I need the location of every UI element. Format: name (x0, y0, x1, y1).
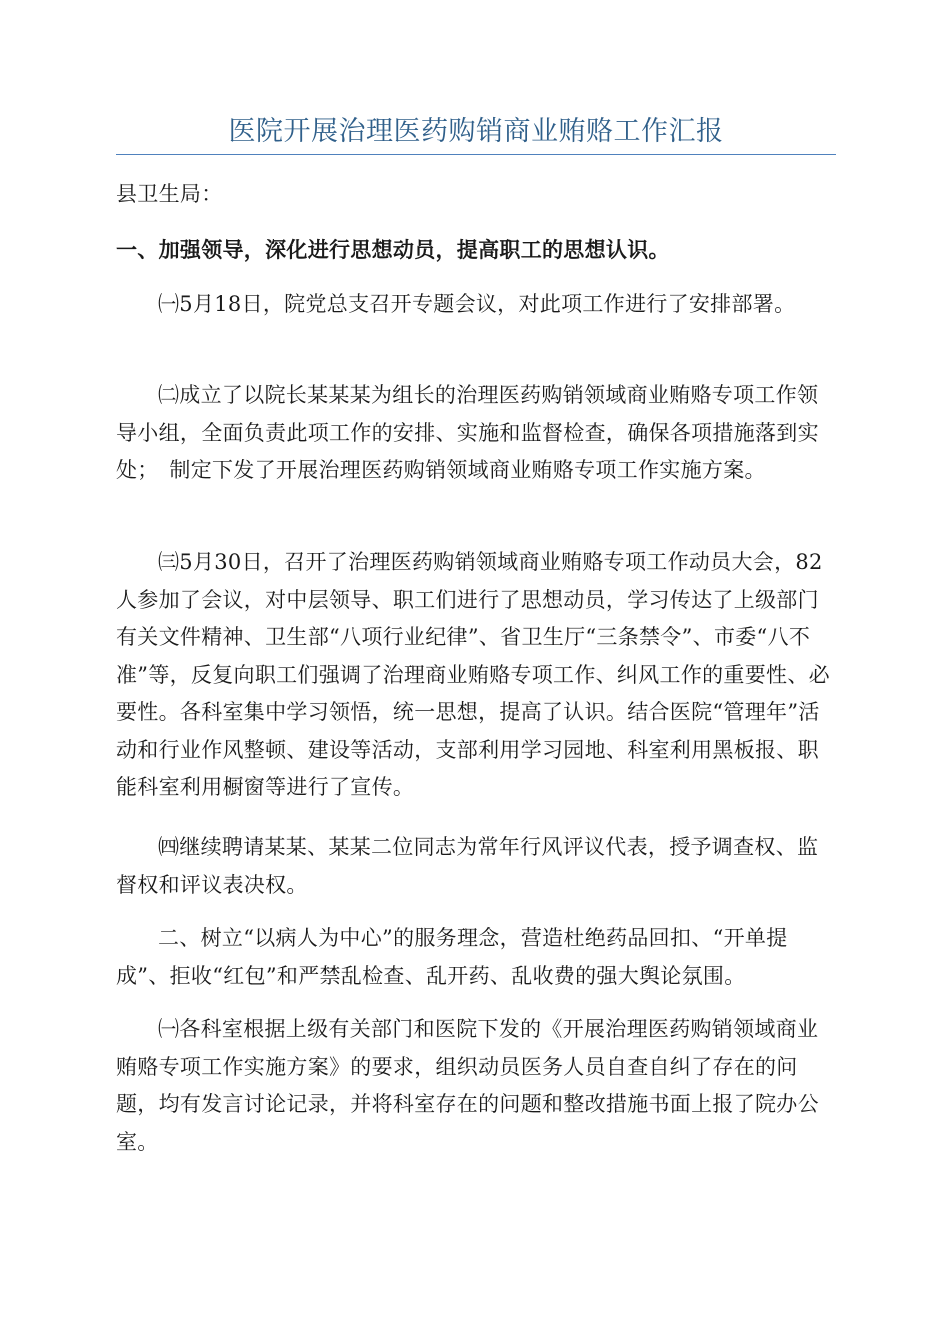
paragraph-2: ㈡成立了以院长某某某为组长的治理医药购销领域商业贿赂专项工作领导小组，全面负责此项工作的安排、实施和监督检查，确保各项措施落到实处； 制定下发了开展治理医药购销领域商业贿赂专项工作实施方案。 (116, 383, 819, 482)
salutation: 县卫生局： (116, 182, 223, 206)
paragraph-3: ㈢5月30日，召开了治理医药购销领域商业贿赂专项工作动员大会，82人参加了会议，对中层领导、职工们进行了思想动员，学习传达了上级部门有关文件精神、卫生部“八项行业纪律”、省卫生厅“三条禁令”、市委“八不准”等，反复向职工们强调了治理商业贿赂专项工作、纠风工作的重要性、必要性。各科室集中学习领悟，统一思想，提高了认识。结合医院“管理年”活动和行业作风整顿、建设等活动，支部利用学习园地、科室利用黑板报、职能科室利用橱窗等进行了宣传。 (116, 550, 830, 799)
title-underline (116, 154, 836, 155)
paragraph-5: ㈠各科室根据上级有关部门和医院下发的《开展治理医药购销领域商业贿赂专项工作实施方案》的要求，组织动员医务人员自查自纠了存在的问题，均有发言讨论记录，并将科室存在的问题和整改措施书面上报了院办公室。 (116, 1017, 819, 1154)
section-heading-2: 二、树立“以病人为中心”的服务理念，营造杜绝药品回扣、“开单提成”、拒收“红包”和严禁乱检查、乱开药、乱收费的强大舆论氛围。 (116, 926, 788, 988)
section-heading-1: 一、加强领导，深化进行思想动员，提高职工的思想认识。 (116, 237, 670, 262)
paragraph-4: ㈣继续聘请某某、某某二位同志为常年行风评议代表，授予调查权、监督权和评议表决权。 (116, 835, 819, 897)
document-title: 医院开展治理医药购销商业贿赂工作汇报 (228, 116, 724, 147)
paragraph-1: ㈠5月18日，院党总支召开专题会议，对此项工作进行了安排部署。 (158, 292, 796, 316)
